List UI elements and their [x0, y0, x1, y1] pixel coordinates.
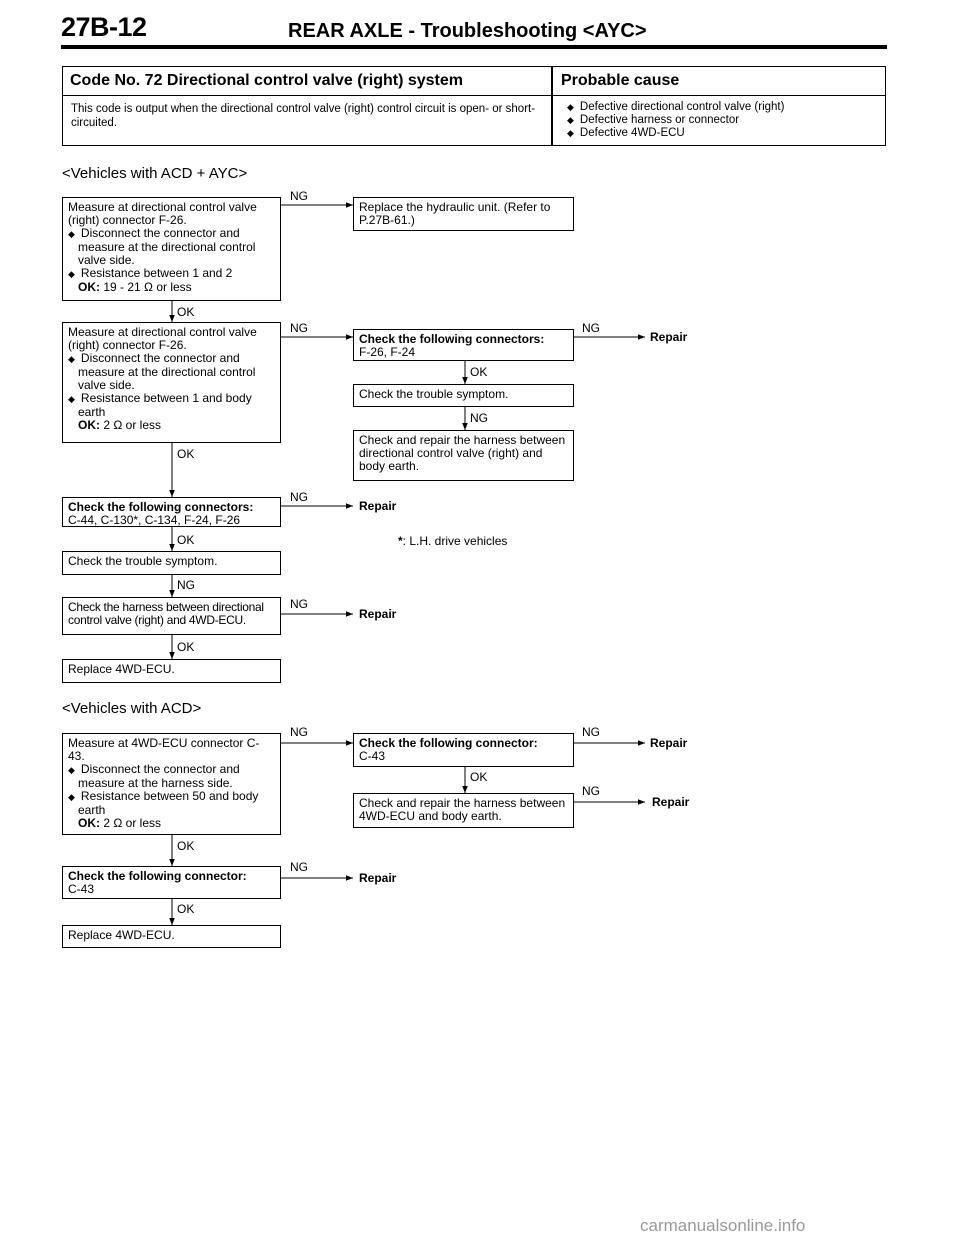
ng-label: NG	[290, 860, 308, 874]
ng-label: NG	[582, 784, 600, 798]
ok-label: OK	[177, 640, 195, 654]
ok-label: OK	[470, 770, 488, 784]
step-item: ◆ Resistance between 1 and body earth	[68, 391, 252, 419]
ng-label: NG	[582, 321, 600, 335]
bullet-icon: ◆	[68, 354, 75, 364]
ng-label: NG	[290, 725, 308, 739]
cause-text: Defective 4WD-ECU	[579, 127, 685, 139]
cause-text: Defective harness or connector	[579, 114, 740, 126]
repair-label: Repair	[652, 795, 690, 809]
step-repair-harness-valve-earth: Check and repair the harness between directional control valve (right) and body earth.	[353, 430, 574, 481]
step-title: Measure at directional control valve (right) connector F-26.	[68, 325, 257, 352]
cause-text: Defective directional control valve (right)	[579, 101, 785, 113]
section-heading-acd: <Vehicles with ACD>	[62, 700, 202, 717]
ok-label: OK	[470, 365, 488, 379]
repair-label: Repair	[650, 330, 688, 344]
step-repair-harness-ecu-earth: Check and repair the harness between 4WD-ECU and body earth.	[353, 793, 574, 828]
step-item: ◆ Resistance between 1 and 2	[68, 266, 233, 280]
ok-criterion: OK: 2 Ω or less	[78, 816, 161, 830]
ng-label: NG	[582, 725, 600, 739]
step-measure-valve-earth	[62, 322, 281, 443]
repair-label: Repair	[359, 607, 397, 621]
ok-label: OK	[177, 902, 195, 916]
watermark-text: carmanualsonline.info	[640, 1216, 806, 1235]
step-measure-valve-resistance	[62, 197, 281, 301]
bullet-icon: ◆	[567, 128, 574, 138]
bullet-icon: ◆	[68, 229, 75, 239]
ok-label: OK	[177, 305, 195, 319]
step-item: ◆ Resistance between 50 and body earth	[68, 789, 259, 817]
step-replace-4wd-ecu-b: Replace 4WD-ECU.	[62, 925, 281, 948]
step-item: ◆ Disconnect the connector and measure at the directional control valve side.	[68, 351, 256, 392]
repair-label: Repair	[650, 736, 688, 750]
section-heading-acd-ayc: <Vehicles with ACD + AYC>	[62, 165, 248, 182]
ng-label: NG	[290, 490, 308, 504]
step-replace-hydraulic-unit: Replace the hydraulic unit. (Refer to P.27B-61.)	[353, 197, 574, 231]
step-check-connector-c43-a: Check the following connector: C-43	[353, 733, 574, 767]
step-title: Measure at directional control valve (right) connector F-26.	[68, 200, 257, 227]
step-measure-ecu-connector	[62, 733, 281, 835]
step-check-harness-valve-ecu: Check the harness between directional control valve (right) and 4WD-ECU.	[62, 597, 281, 635]
ok-label: OK	[177, 533, 195, 547]
ok-label: OK	[177, 839, 195, 853]
footnote-lh-drive: *: L.H. drive vehicles	[398, 534, 508, 548]
ok-criterion: OK: 19 - 21 Ω or less	[78, 280, 192, 294]
step-item: ◆ Disconnect the connector and measure at the harness side.	[68, 762, 240, 790]
bullet-icon: ◆	[567, 115, 574, 125]
ng-label: NG	[177, 578, 195, 592]
bullet-icon: ◆	[68, 765, 75, 775]
bullet-icon: ◆	[68, 394, 75, 404]
page-number: 27B-12	[61, 12, 147, 42]
ng-label: NG	[470, 411, 488, 425]
ng-label: NG	[290, 321, 308, 335]
code-description: This code is output when the directional control valve (right) control circuit is open- or short-circuited.	[71, 103, 536, 129]
page-title: REAR AXLE - Troubleshooting <AYC>	[288, 20, 647, 42]
bullet-icon: ◆	[567, 102, 574, 112]
repair-label: Repair	[359, 871, 397, 885]
step-replace-4wd-ecu-a: Replace 4WD-ECU.	[62, 659, 281, 683]
step-check-connectors-f26-f24: Check the following connectors: F-26, F-24	[353, 329, 574, 361]
step-item: ◆ Disconnect the connector and measure at the directional control valve side.	[68, 226, 256, 267]
ok-criterion: OK: 2 Ω or less	[78, 418, 161, 432]
bullet-icon: ◆	[68, 269, 75, 279]
ng-label: NG	[290, 189, 308, 203]
step-check-connectors-c44: Check the following connectors: C-44, C-130*, C-134, F-24, F-26	[62, 497, 281, 527]
repair-label: Repair	[359, 499, 397, 513]
ok-label: OK	[177, 447, 195, 461]
step-check-trouble-symptom-a: Check the trouble symptom.	[353, 384, 574, 407]
code-heading: Code No. 72 Directional control valve (right) system	[70, 72, 463, 89]
step-title: Measure at 4WD-ECU connector C-43.	[68, 736, 260, 763]
step-check-connector-c43-b: Check the following connector: C-43	[62, 866, 281, 899]
ng-label: NG	[290, 597, 308, 611]
cause-heading: Probable cause	[561, 72, 680, 89]
step-check-trouble-symptom-b: Check the trouble symptom.	[62, 551, 281, 575]
bullet-icon: ◆	[68, 792, 75, 802]
